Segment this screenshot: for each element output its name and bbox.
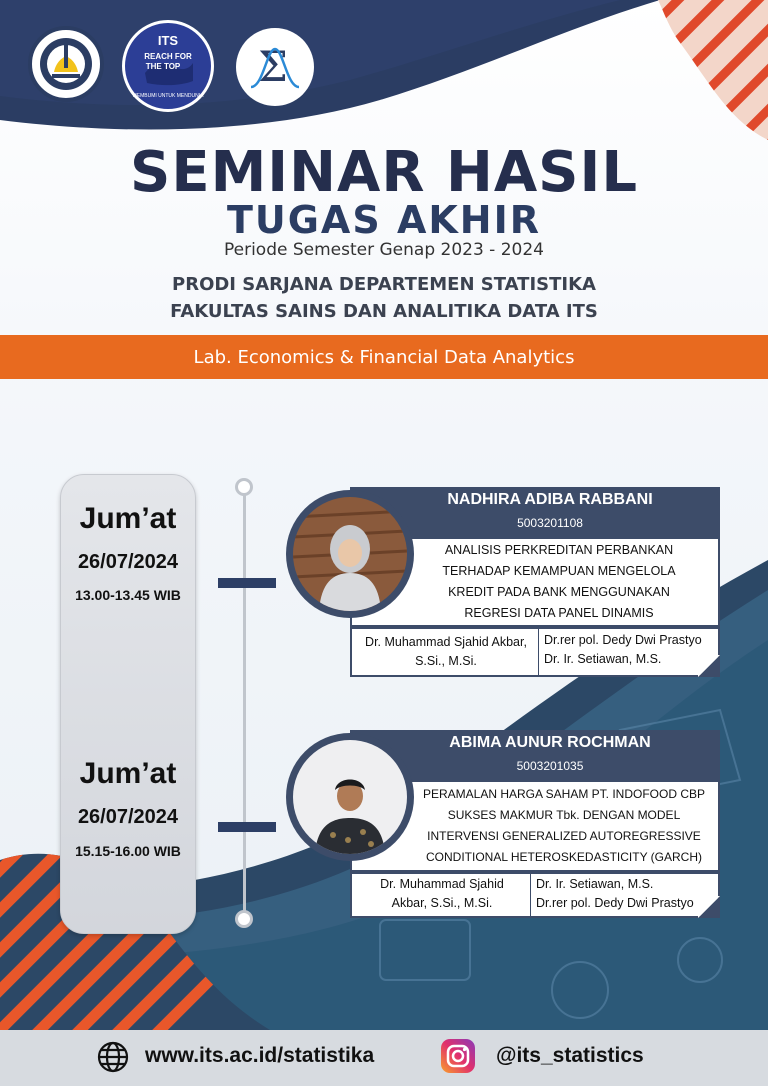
- title-line: TERHADAP KEMAMPUAN MENGELOLA: [442, 564, 676, 578]
- page-subtitle: TUGAS AKHIR: [226, 198, 542, 242]
- schedule-panel: [60, 474, 196, 934]
- title-line: INTERVENSI GENERALIZED AUTOREGRESSIVE: [427, 829, 701, 843]
- advisor-line: Dr. Ir. Setiawan, M.S.: [544, 652, 662, 666]
- title-line: REGRESI DATA PANEL DINAMIS: [464, 606, 654, 620]
- presenter-2-photo: [293, 740, 407, 854]
- page-title: SEMINAR HASIL: [129, 140, 639, 205]
- session-2-date: 26/07/2024: [77, 806, 179, 828]
- decor-stripes-top: [638, 0, 768, 140]
- timeline-start-dot: [235, 478, 253, 496]
- title-line: SUKSES MAKMUR Tbk. DENGAN MODEL: [447, 808, 681, 822]
- its-emblem-logo: [28, 26, 104, 102]
- prodi-line-2: FAKULTAS SAINS DAN ANALITIKA DATA ITS: [170, 301, 598, 322]
- svg-text:MEMBUMI UNTUK MENDUNIA: MEMBUMI UNTUK MENDUNIA: [132, 93, 204, 99]
- advisor-line: Dr. Muhammad Sjahid: [380, 877, 504, 891]
- its-logo-text: ITS: [157, 33, 179, 48]
- globe-icon: [96, 1040, 130, 1074]
- presenter-2-name: ABIMA AUNUR ROCHMAN: [449, 734, 651, 751]
- title-line: ANALISIS PERKREDITAN PERBANKAN: [444, 543, 674, 557]
- presenter-2-nrp: 5003201035: [516, 759, 584, 773]
- advisor-line: Akbar, S.Si., M.Si.: [391, 896, 493, 910]
- website-link[interactable]: www.its.ac.id/statistika: [145, 1044, 375, 1067]
- session-2-time: 15.15-16.00 WIB: [75, 843, 181, 859]
- lab-name: Lab. Economics & Financial Data Analytics: [193, 346, 575, 368]
- title-line: CONDITIONAL HETEROSKEDASTICITY (GARCH): [425, 850, 703, 864]
- title-line: PERAMALAN HARGA SAHAM PT. INDOFOOD CBP: [422, 787, 706, 801]
- presenter-1-photo: [293, 497, 407, 611]
- prodi-line-1: PRODI SARJANA DEPARTEMEN STATISTIKA: [172, 274, 596, 295]
- advisor-line: Dr. Ir. Setiawan, M.S.: [536, 877, 654, 891]
- statistics-sigma-logo: [236, 28, 314, 106]
- its-reach-logo: [122, 20, 214, 112]
- advisor-line: Dr. Muhammad Sjahid Akbar,: [365, 635, 527, 649]
- advisor-divider: [538, 629, 539, 675]
- period-text: Periode Semester Genap 2023 - 2024: [223, 240, 544, 260]
- presenter-2-advisor-1: [356, 875, 528, 913]
- timeline-marker-2: [218, 822, 276, 832]
- page-fold-icon: [698, 896, 720, 918]
- presenter-2-title: [410, 784, 718, 868]
- presenter-1-advisor-2: [544, 631, 718, 669]
- timeline-end-dot: [235, 910, 253, 928]
- advisor-line: S.Si., M.Si.: [415, 654, 477, 668]
- page-fold-icon: [698, 655, 720, 677]
- session-1-time: 13.00-13.45 WIB: [75, 587, 181, 603]
- title-line: KREDIT PADA BANK MENGGUNAKAN: [448, 585, 670, 599]
- svg-text:Σ: Σ: [258, 42, 288, 91]
- advisor-divider: [530, 874, 531, 916]
- advisor-line: Dr.rer pol. Dedy Dwi Prastyo: [536, 896, 694, 910]
- presenter-1-title: [400, 540, 718, 624]
- presenter-1-nrp: 5003201108: [517, 516, 583, 530]
- svg-text:THE TOP: THE TOP: [145, 62, 181, 71]
- session-2-day: Jum’at: [79, 757, 177, 790]
- timeline-line: [243, 492, 246, 914]
- session-1-day: Jum’at: [79, 502, 177, 535]
- presenter-1-advisor-1: [356, 633, 536, 671]
- advisor-line: Dr.rer pol. Dedy Dwi Prastyo: [544, 633, 702, 647]
- timeline-marker-1: [218, 578, 276, 588]
- instagram-icon: [440, 1038, 476, 1074]
- svg-text:REACH FOR: REACH FOR: [144, 52, 192, 61]
- lab-banner: [0, 335, 768, 379]
- presenter-1-name: NADHIRA ADIBA RABBANI: [447, 491, 653, 508]
- presenter-2-advisor-2: [536, 875, 718, 913]
- instagram-handle[interactable]: @its_statistics: [496, 1044, 644, 1067]
- session-1-date: 26/07/2024: [77, 551, 179, 573]
